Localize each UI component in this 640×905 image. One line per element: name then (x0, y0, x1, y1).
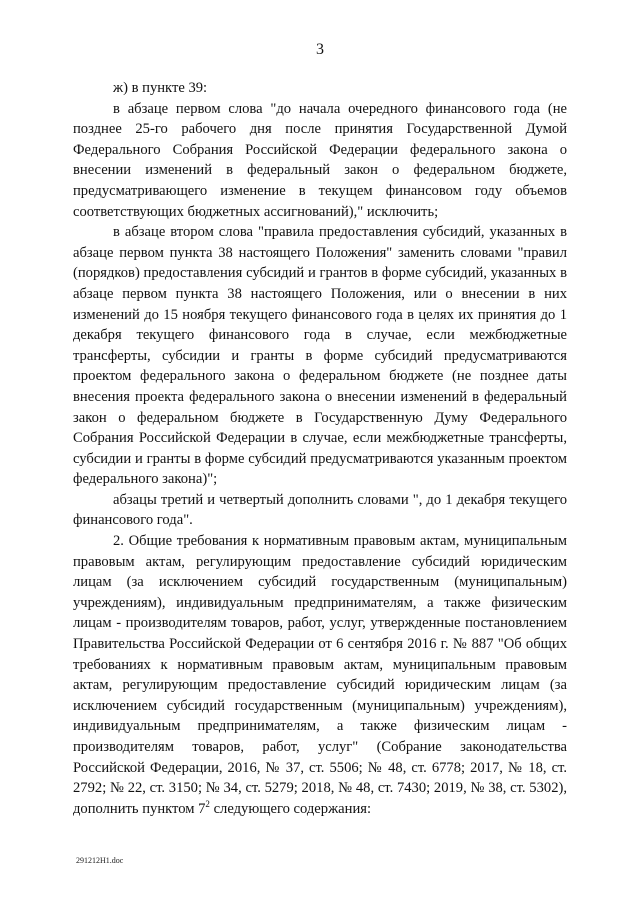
paragraph-first-abzats: в абзаце первом слова "до начала очередного финансового года (не позднее 25-го рабочего дня после принятия Государственной Думой Федерального Собрания Российской Федерации федерального закона о внесении изменений в федеральный закон о федеральном бюджете, предусматривающего изменение в текущем финансовом году объемов соответствующих бюджетных ассигнований)," исключить; (73, 100, 567, 220)
point-superscript: 2 (205, 798, 210, 809)
page-number: 3 (316, 41, 324, 58)
paragraph-second-abzats: в абзаце втором слова "правила предоставления субсидий, указанных в абзаце первом пункта 38 настоящего Положения" заменить словами "правил (порядков) предоставления субсидий и грантов в форме субсидий, указанных в абзаце первом пункта 38 настоящего Положения, или о внесении в них изменений до 15 ноября текущего финансового года в целях их принятия до 1 декабря текущего финансового года в случае, если межбюджетные трансферты, субсидии и гранты в форме субсидий предусматриваются проектом федерального закона о федеральном бюджете (не позднее даты внесения проекта федерального закона о внесении изменений в федеральный закон о федеральном бюджете в Государственную Думу Федерального Собрания Российской Федерации в случае, если межбюджетные трансферты, субсидии и гранты в форме субсидий предусматриваются указанным проектом федерального закона)"; (73, 224, 567, 488)
paragraph-general-requirements (73, 531, 567, 819)
paragraph-third-fourth-abzats: абзацы третий и четвертый дополнить словами ", до 1 декабря текущего финансового года". (73, 491, 567, 529)
document-body (73, 78, 567, 819)
paragraph-general-requirements-tail: следующего содержания: (209, 800, 372, 817)
paragraph-general-requirements-text: 2. Общие требования к нормативным правовым актам, муниципальным правовым актам, регулирующим предоставление субсидий юридическим лицам (за исключением субсидий государственным (муниципальным) учреждениям), индивидуальным предпринимателям, а также физическим лицам - производителям товаров, работ, услуг, утвержденные постановлением Правительства Российской Федерации от 6 сентября 2016 г. № 887 "Об общих требованиях к нормативным правовым актам, муниципальным правовым актам, регулирующим предоставление субсидий юридическим лицам (за исключением субсидий государственным (муниципальным) учреждениям), индивидуальным предпринимателям, а также физическим лицам - производителям товаров, работ, услуг" (Собрание законодательства Российской Федерации, 2016, № 37, ст. 5506; № 48, ст. 6778; 2017, № 18, ст. 2792; № 22, ст. 3150; № 34, ст. 5279; 2018, № 48, ст. 7430; 2019, № 38, ст. 5302), дополнить пунктом 7 (73, 533, 567, 817)
paragraph-item-zh: ж) в пункте 39: (113, 80, 208, 96)
footer-filename: 291212Н1.doc (76, 856, 124, 865)
